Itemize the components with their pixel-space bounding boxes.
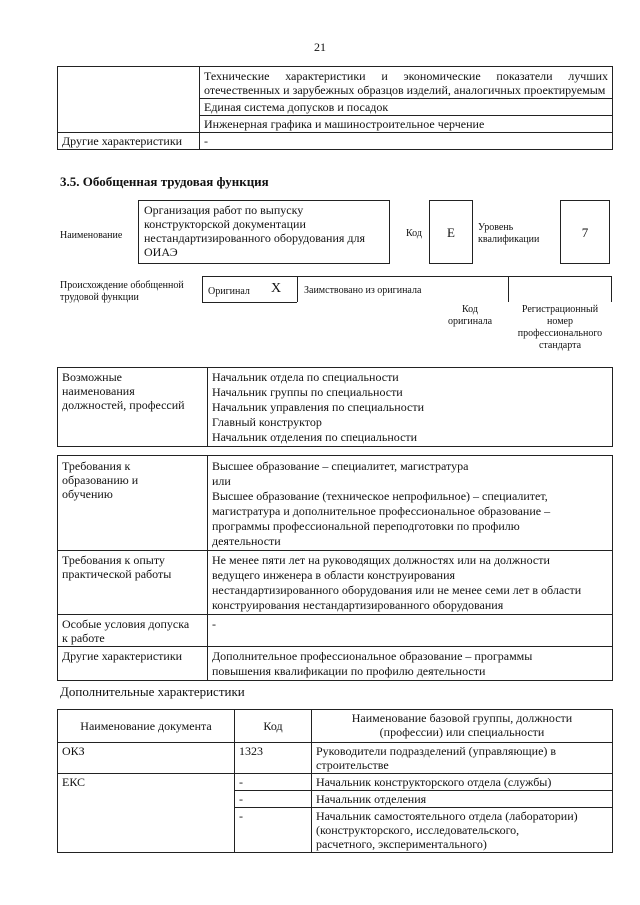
table-row bbox=[58, 67, 613, 99]
text-line: Начальник самостоятельного отдела (лаборатории) bbox=[316, 809, 578, 823]
function-name-line: конструкторской документации bbox=[144, 217, 306, 231]
caption-line: стандарта bbox=[538, 340, 582, 351]
name-label: Наименование bbox=[60, 230, 123, 241]
eks-code: - bbox=[235, 774, 312, 791]
other-label: Другие характеристики bbox=[58, 133, 200, 150]
text-line: ведущего инженера в области конструирования bbox=[212, 568, 456, 582]
borrowed-label: Заимствовано из оригинала bbox=[304, 285, 422, 296]
education-value bbox=[208, 456, 613, 551]
other-value: - bbox=[200, 133, 613, 150]
label-line: Возможные bbox=[62, 370, 122, 384]
positions-list bbox=[208, 368, 613, 447]
table-row bbox=[58, 774, 613, 791]
caption-line: Регистрационный bbox=[521, 304, 599, 315]
text-line: Не менее пяти лет на руководящих должностях или на должности bbox=[212, 553, 550, 567]
original-mark: X bbox=[271, 281, 282, 296]
origin-label-line: трудовой функции bbox=[60, 292, 139, 303]
level-label bbox=[478, 222, 539, 246]
eks-name bbox=[312, 808, 613, 853]
table-row bbox=[58, 368, 613, 447]
origin-divider bbox=[297, 276, 298, 302]
page-number: 21 bbox=[314, 40, 326, 54]
position-item: Начальник управления по специальности bbox=[212, 400, 424, 414]
table-header-row bbox=[58, 710, 613, 743]
other-characteristics-value bbox=[208, 647, 613, 681]
requirements-table bbox=[57, 455, 613, 681]
education-label bbox=[58, 456, 208, 551]
header-line: (профессии) или специальности bbox=[379, 725, 545, 739]
caption-line: номер bbox=[547, 316, 573, 327]
code-value-box bbox=[429, 200, 473, 264]
okz-code: 1323 bbox=[235, 743, 312, 774]
additional-table bbox=[57, 709, 613, 853]
text-line: расчетного, экспериментального) bbox=[316, 837, 487, 851]
special-conditions-value: - bbox=[208, 615, 613, 647]
origin-divider bbox=[508, 276, 509, 302]
positions-table bbox=[57, 367, 613, 447]
label-line: практической работы bbox=[62, 567, 172, 581]
text-line: повышения квалификации по профилю деятельности bbox=[212, 664, 486, 678]
empty-label-cell bbox=[58, 67, 200, 133]
positions-label bbox=[58, 368, 208, 447]
text-line: (конструкторского, исследовательского, bbox=[316, 823, 520, 837]
header-doc: Наименование документа bbox=[58, 710, 235, 743]
table-row bbox=[58, 743, 613, 774]
level-value: 7 bbox=[581, 225, 589, 240]
eks-code: - bbox=[235, 808, 312, 853]
table-row bbox=[58, 551, 613, 615]
additional-title: Дополнительные характеристики bbox=[60, 684, 245, 699]
text-line: Руководители подразделений (управляющие) в bbox=[316, 744, 557, 758]
table-row bbox=[58, 456, 613, 551]
other-characteristics-label: Другие характеристики bbox=[58, 647, 208, 681]
code-value: E bbox=[447, 225, 455, 240]
label-line: Особые условия допуска bbox=[62, 617, 190, 631]
position-item: Начальник отдела по специальности bbox=[212, 370, 399, 384]
eks-name: Начальник конструкторского отдела (службы) bbox=[312, 774, 613, 791]
label-line: к работе bbox=[62, 631, 105, 645]
position-item: Начальник группы по специальности bbox=[212, 385, 403, 399]
label-line: образованию и bbox=[62, 473, 139, 487]
text-line: конструирования нестандартизированного оборудования bbox=[212, 598, 504, 612]
code-original-caption bbox=[440, 304, 500, 328]
text-line: строительстве bbox=[316, 758, 389, 772]
function-name-line: Организация работ по выпуску bbox=[144, 203, 304, 217]
eks-code: - bbox=[235, 791, 312, 808]
position-item: Главный конструктор bbox=[212, 415, 322, 429]
header-code: Код bbox=[235, 710, 312, 743]
text-line: или bbox=[212, 474, 231, 488]
caption-line: оригинала bbox=[447, 316, 493, 327]
text-line: деятельности bbox=[212, 534, 281, 548]
origin-label-line: Происхождение обобщенной bbox=[60, 280, 184, 291]
knowledge-item: Технические характеристики и экономические показатели лучших отечественных и зарубежных образцов изделий, аналогичных проектируемым bbox=[200, 67, 613, 99]
label-line: Требования к bbox=[62, 459, 131, 473]
label-line: обучению bbox=[62, 487, 113, 501]
text-line: нестандартизированного оборудования или не менее семи лет в области bbox=[212, 583, 582, 597]
function-name-box bbox=[138, 200, 390, 264]
experience-value bbox=[208, 551, 613, 615]
text-line: Высшее образование – специалитет, магистратура bbox=[212, 459, 469, 473]
experience-label bbox=[58, 551, 208, 615]
original-label: Оригинал bbox=[208, 286, 250, 297]
header-name bbox=[312, 710, 613, 743]
section-title: 3.5. Обобщенная трудовая функция bbox=[60, 174, 269, 189]
table-row bbox=[58, 615, 613, 647]
header-line: Наименование базовой группы, должности bbox=[351, 711, 573, 725]
special-conditions-label bbox=[58, 615, 208, 647]
table-row bbox=[58, 133, 613, 150]
text-line: Высшее образование (техническое непрофильное) – специалитет, bbox=[212, 489, 548, 503]
origin-label bbox=[60, 280, 184, 304]
eks-name: Начальник отделения bbox=[312, 791, 613, 808]
code-label: Код bbox=[406, 228, 422, 239]
function-name-line: нестандартизированного оборудования для bbox=[144, 231, 366, 245]
table-row bbox=[58, 647, 613, 681]
level-label-line: Уровень bbox=[478, 222, 514, 233]
label-line: Требования к опыту bbox=[62, 553, 165, 567]
eks-doc: ЕКС bbox=[58, 774, 235, 853]
caption-line: Код bbox=[462, 304, 478, 315]
level-value-box bbox=[560, 200, 610, 264]
okz-doc: ОКЗ bbox=[58, 743, 235, 774]
level-label-line: квалификации bbox=[478, 234, 540, 245]
text-line: магистратура и дополнительное профессиональное образование – bbox=[212, 504, 551, 518]
function-name-line: ОИАЭ bbox=[144, 245, 178, 259]
knowledge-table bbox=[57, 66, 613, 150]
label-line: должностей, профессий bbox=[62, 398, 185, 412]
reg-number-caption bbox=[508, 304, 612, 352]
okz-name bbox=[312, 743, 613, 774]
text-line: программы профессиональной переподготовки по профилю bbox=[212, 519, 520, 533]
knowledge-item: Единая система допусков и посадок bbox=[200, 99, 613, 116]
knowledge-item: Инженерная графика и машиностроительное черчение bbox=[200, 116, 613, 133]
label-line: наименования bbox=[62, 384, 135, 398]
text-line: Дополнительное профессиональное образование – программы bbox=[212, 649, 533, 663]
position-item: Начальник отделения по специальности bbox=[212, 430, 418, 444]
caption-line: профессионального bbox=[517, 328, 603, 339]
origin-underline bbox=[202, 302, 297, 303]
